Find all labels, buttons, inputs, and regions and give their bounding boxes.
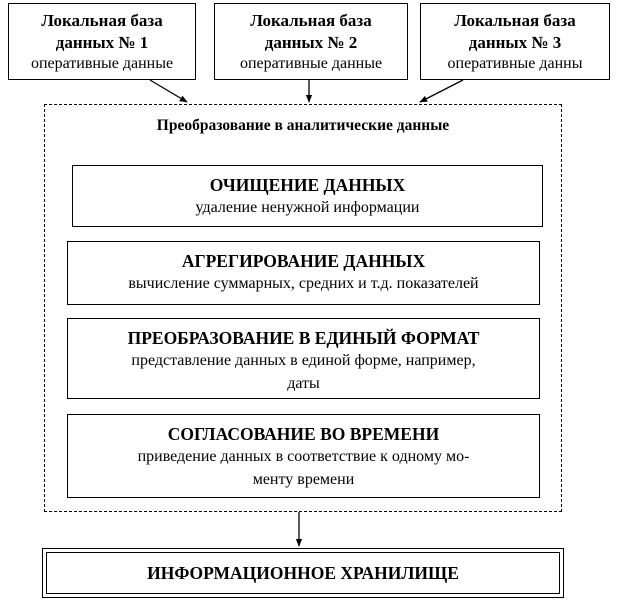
source-db-3-subtitle: оперативные данны: [447, 55, 583, 72]
source-db-1-title: Локальная база данных № 1: [41, 11, 163, 52]
stage-format-unification-title: ПРЕОБРАЗОВАНИЕ В ЕДИНЫЙ ФОРМАТ: [127, 328, 480, 348]
transformation-group-title: Преобразование в аналитические данные: [156, 117, 450, 134]
source-db-2-subtitle: оперативные данные: [239, 55, 383, 72]
information-storage-label: ИНФОРМАЦИОННОЕ ХРАНИЛИЩЕ: [46, 552, 560, 594]
source-db-2-title: Локальная база данных № 2: [250, 11, 372, 52]
stage-format-unification-description: представление данных в единой форме, например, даты: [131, 352, 476, 392]
stage-cleaning-title: ОЧИЩЕНИЕ ДАННЫХ: [209, 175, 406, 195]
arrow-db3-to-transformation: [420, 80, 463, 102]
arrow-db1-to-transformation: [150, 80, 187, 102]
stage-cleaning-description: удаление ненужной информации: [195, 199, 420, 216]
stage-time-alignment-title: СОГЛАСОВАНИЕ ВО ВРЕМЕНИ: [167, 424, 440, 444]
stage-aggregation-description: вычисление суммарных, средних и т.д. показателей: [128, 275, 479, 292]
stage-time-alignment-description: приведение данных в соответствие к одному мо- менту времени: [137, 448, 470, 488]
source-db-1-subtitle: оперативные данные: [30, 55, 174, 72]
source-db-3-title: Локальная база данных № 3: [454, 11, 576, 52]
stage-aggregation-title: АГРЕГИРОВАНИЕ ДАННЫХ: [181, 251, 426, 271]
